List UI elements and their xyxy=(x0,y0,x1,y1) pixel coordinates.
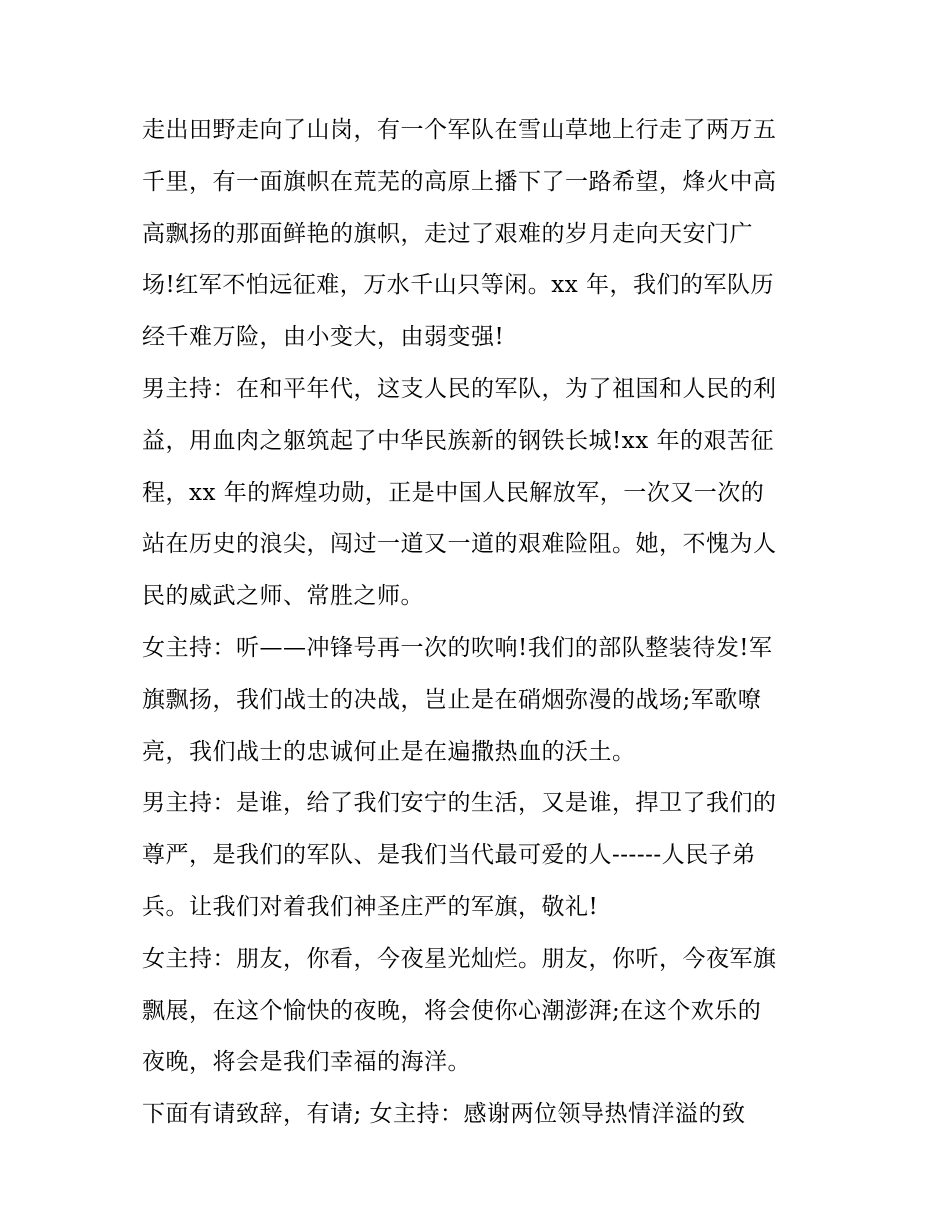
text-line: 场!红军不怕远征难，万水千山只等闲。xx 年，我们的军队历 xyxy=(142,272,774,299)
document-body xyxy=(142,105,814,1141)
text-line: 站在历史的浪尖，闯过一道又一道的艰难险阻。她，不愧为人 xyxy=(142,531,777,558)
text-line: 经千难万险，由小变大，由弱变强! xyxy=(142,324,505,351)
text-line: 尊严，是我们的军队、是我们当代最可爱的人------人民子弟 xyxy=(142,842,756,869)
text-line: 高飘扬的那面鲜艳的旗帜，走过了艰难的岁月走向天安门广 xyxy=(142,220,753,247)
text-line: 旗飘扬，我们战士的决战，岂止是在硝烟弥漫的战场;军歌嘹 xyxy=(142,686,762,713)
text-line: 下面有请致辞，有请; 女主持：感谢两位领导热情洋溢的致 xyxy=(142,1101,746,1128)
text-line: 男主持：是谁，给了我们安宁的生活，又是谁，捍卫了我们的 xyxy=(142,790,777,817)
text-line: 女主持：朋友，你看，今夜星光灿烂。朋友，你听，今夜军旗 xyxy=(142,945,777,972)
text-line: 民的威武之师、常胜之师。 xyxy=(142,583,424,610)
text-line: 夜晚，将会是我们幸福的海洋。 xyxy=(142,1049,471,1076)
text-line: 益，用血肉之躯筑起了中华民族新的钢铁长城!xx 年的艰苦征 xyxy=(142,427,774,454)
text-line: 千里，有一面旗帜在荒芜的高原上播下了一路希望，烽火中高 xyxy=(142,168,777,195)
text-line: 男主持：在和平年代，这支人民的军队，为了祖国和人民的利 xyxy=(142,375,777,402)
text-line: 亮，我们战士的忠诚何止是在遍撒热血的沃土。 xyxy=(142,738,636,765)
text-line: 兵。让我们对着我们神圣庄严的军旗，敬礼! xyxy=(142,893,599,920)
text-line: 程，xx 年的辉煌功勋，正是中国人民解放军，一次又一次的 xyxy=(142,479,765,506)
text-line: 走出田野走向了山岗，有一个军队在雪山草地上行走了两万五 xyxy=(142,117,777,143)
text-line: 飘展，在这个愉快的夜晚，将会使你心潮澎湃;在这个欢乐的 xyxy=(142,997,762,1024)
text-line: 女主持：听——冲锋号再一次的吹响!我们的部队整装待发!军 xyxy=(142,634,773,661)
